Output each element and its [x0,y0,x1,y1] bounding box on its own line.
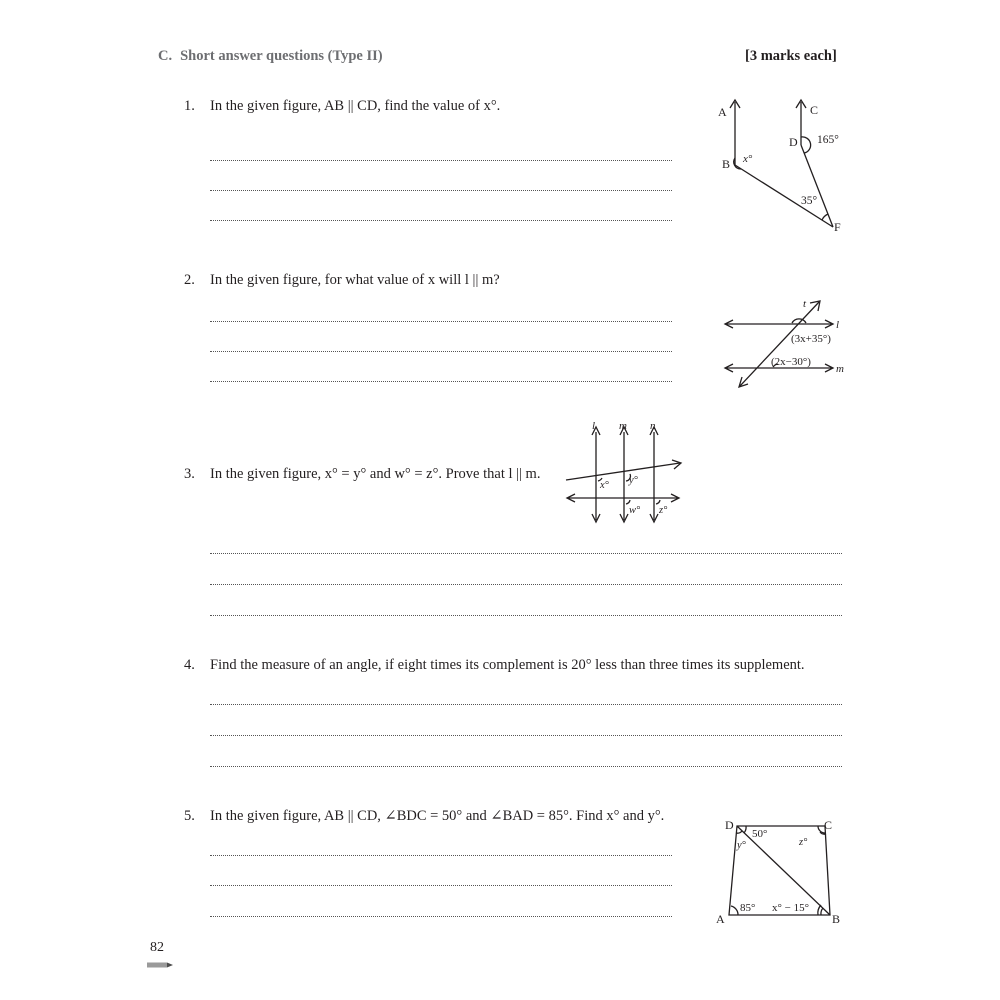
angle-label-x: x° [743,153,753,165]
angle-arc [656,500,660,504]
section-title [158,48,383,65]
label-l: l [836,319,840,331]
question-number: 2. [184,272,195,288]
angle-label-35: 35° [801,195,818,207]
page-number: 82 [150,940,164,955]
answer-line[interactable] [210,160,672,161]
label-d: D [725,818,734,832]
angle-arc [821,908,823,915]
angle-arc [822,214,828,220]
figure-5 [710,810,850,935]
line-df [801,145,833,227]
question-text: In the given figure, for what value of x will l || m? [210,272,500,288]
question-number: 5. [184,808,195,824]
label-f: F [834,220,841,234]
angle-label-y: y° [737,840,746,851]
answer-line[interactable] [210,855,672,856]
angle-label-x: x° [600,480,609,491]
angle-arc [731,906,738,915]
angle-label-165: 165° [817,134,839,146]
label-a: A [716,912,725,926]
answer-line[interactable] [210,190,672,191]
question-5 [184,807,664,825]
angle-arc [801,137,811,153]
question-text: In the given figure, AB || CD, find the value of x°. [210,98,501,114]
angle-label-z: z° [799,837,808,848]
answer-line[interactable] [210,553,842,554]
label-d: D [789,135,798,149]
angle-label-bottom: (2x−30°) [771,356,811,368]
label-c: C [824,818,833,832]
label-c: C [810,103,819,117]
transversal-top [566,463,680,480]
answer-line[interactable] [210,584,842,585]
label-n: n [650,420,656,432]
label-m: m [836,363,844,375]
question-text: In the given figure, AB || CD, ∠BDC = 50° and ∠BAD = 85°. Find x° and y°. [210,808,665,824]
label-b: B [832,912,841,926]
angle-label-z: z° [659,505,668,516]
angle-label-50: 50° [752,828,768,840]
question-number: 4. [184,657,195,673]
question-number: 1. [184,98,195,114]
answer-line[interactable] [210,704,842,705]
section-letter: C. [158,48,173,64]
angle-arc [744,826,746,833]
answer-line[interactable] [210,916,672,917]
answer-line[interactable] [210,351,672,352]
question-4 [184,656,805,674]
question-3 [184,465,540,483]
label-t: t [803,298,807,310]
angle-label-w: w° [629,505,641,516]
answer-line[interactable] [210,735,842,736]
angle-arc [626,500,630,504]
question-2 [184,271,500,289]
pencil-icon [147,962,173,968]
question-1 [184,97,500,115]
answer-line[interactable] [210,885,672,886]
figure-3 [560,418,690,530]
answer-line[interactable] [210,220,672,221]
angle-label-top: (3x+35°) [791,333,831,345]
label-a: A [718,105,727,119]
answer-line[interactable] [210,766,842,767]
answer-line[interactable] [210,321,672,322]
label-m: m [619,420,627,432]
question-number: 3. [184,466,195,482]
line-bf [735,165,833,227]
marks-label: [3 marks each] [745,48,837,64]
section-title-text: Short answer questions (Type II) [180,48,383,64]
answer-line[interactable] [210,381,672,382]
angle-label-x-minus-15: x° − 15° [772,902,810,914]
figure-2 [720,295,860,395]
label-b: B [722,157,731,171]
answer-line[interactable] [210,615,842,616]
label-l: l [592,420,596,432]
angle-label-85: 85° [740,902,756,914]
question-text: Find the measure of an angle, if eight times its complement is 20° less than three times its supplement. [210,657,805,673]
angle-label-y: y° [629,475,638,486]
figure-1 [700,90,860,240]
question-text: In the given figure, x° = y° and w° = z°. Prove that l || m. [210,466,541,482]
